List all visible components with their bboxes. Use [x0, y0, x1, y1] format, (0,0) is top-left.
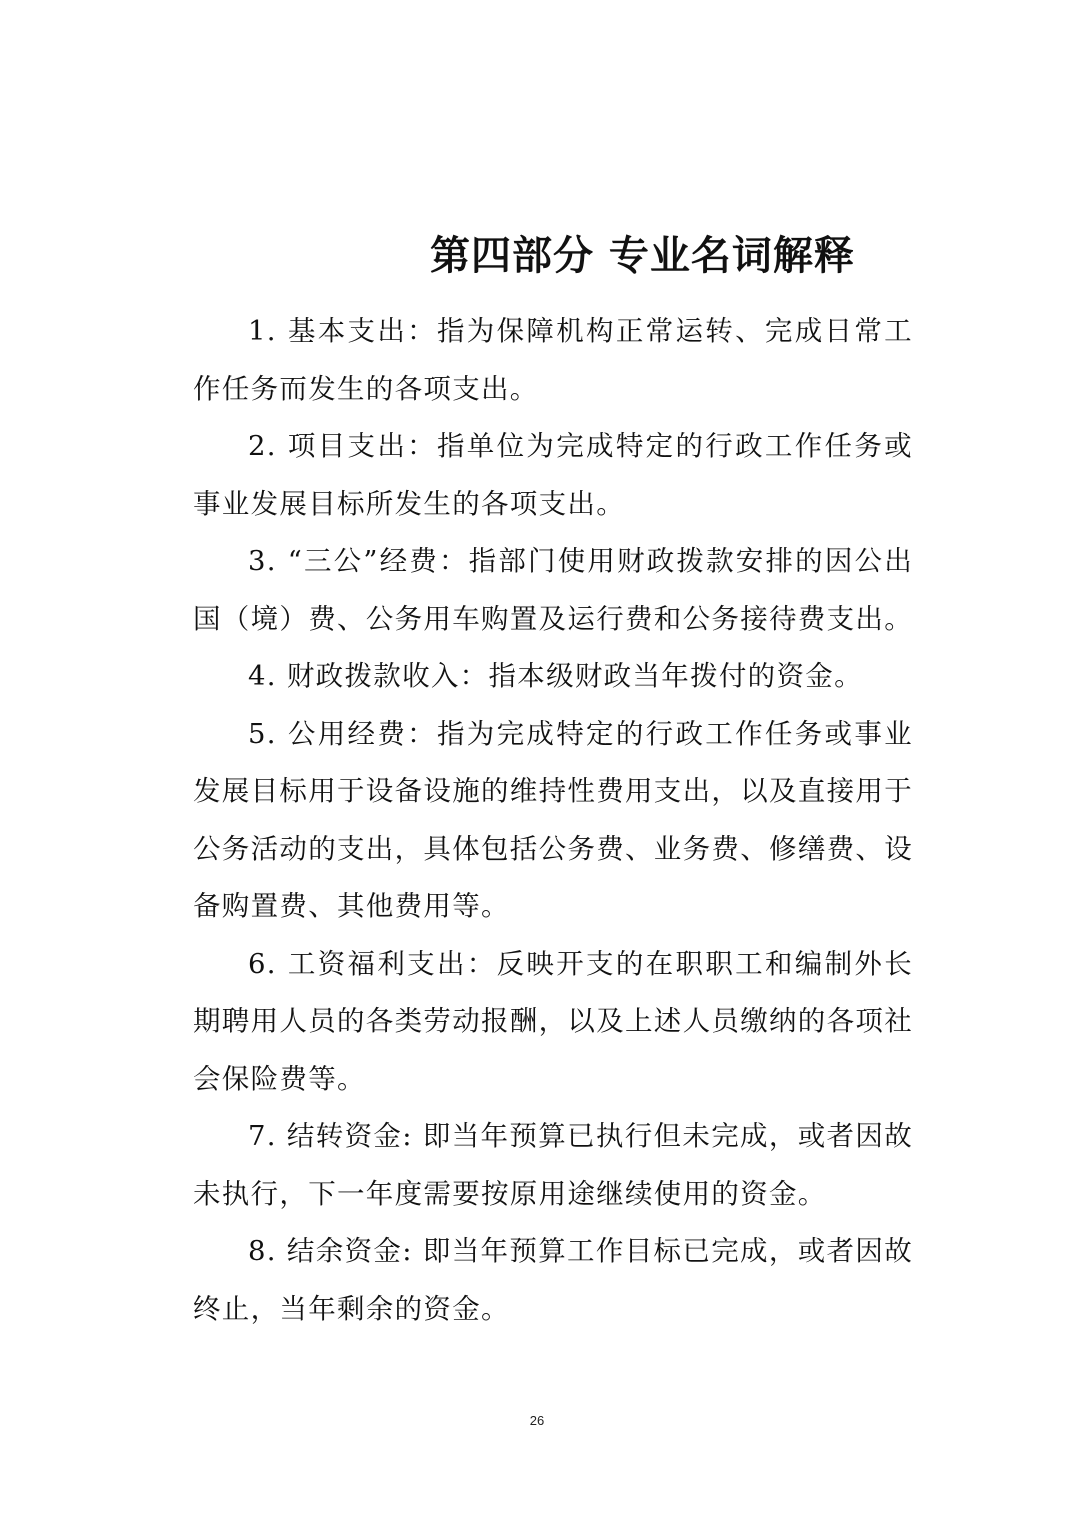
glossary-definition: 指为完成特定的行政工作任务或事业发展目标用于设备设施的维持性费用支出，以及直接用于公务活动的支出，具体包括公务费、业务费、修缮费、设备购置费、其他费用等。 — [193, 717, 913, 922]
section-title: 第四部分 专业名词解释 — [430, 232, 855, 279]
glossary-item-basic-expenditure — [193, 303, 913, 418]
glossary-definition: 即当年预算工作目标已完成，或者因故终止，当年剩余的资金。 — [193, 1235, 914, 1325]
glossary-term: 1. 基本支出： — [248, 315, 437, 347]
glossary-definition: 即当年预算已执行但未完成，或者因故未执行，下一年度需要按原用途继续使用的资金。 — [193, 1120, 914, 1210]
page-number: 26 — [529, 1413, 545, 1428]
glossary-term: 5. 公用经费： — [248, 717, 437, 750]
glossary-definition: 指单位为完成特定的行政工作任务或事业发展目标所发生的各项支出。 — [193, 430, 913, 520]
glossary-term: 4. 财政拨款收入： — [248, 660, 489, 692]
glossary-term: 6. 工资福利支出： — [248, 947, 497, 980]
glossary-definition: 指部门使用财政拨款安排的因公出国（境）费、公务用车购置及运行费和公务接待费支出。 — [193, 545, 913, 635]
glossary-term: 3. “三公”经费： — [248, 545, 469, 577]
glossary-item-public-funds — [193, 706, 913, 936]
glossary-term: 8. 结余资金: — [248, 1235, 423, 1267]
glossary-definition: 指本级财政当年拨付的资金。 — [488, 660, 863, 692]
glossary-term: 7. 结转资金: — [248, 1120, 423, 1152]
glossary-term: 2. 项目支出： — [248, 430, 437, 462]
glossary-item-carryover-funds — [193, 1108, 913, 1223]
glossary-item-project-expenditure — [193, 418, 913, 533]
glossary-definition: 指为保障机构正常运转、完成日常工作任务而发生的各项支出。 — [193, 315, 913, 405]
glossary-definition: 反映开支的在职职工和编制外长期聘用人员的各类劳动报酬，以及上述人员缴纳的各项社会保险费等。 — [193, 947, 914, 1095]
glossary-item-three-public-funds — [193, 533, 913, 648]
glossary-item-fiscal-appropriation-income — [193, 648, 913, 706]
glossary-item-wage-welfare-expenditure — [193, 936, 913, 1109]
glossary-item-surplus-funds — [193, 1223, 913, 1338]
glossary-list — [193, 303, 913, 1338]
